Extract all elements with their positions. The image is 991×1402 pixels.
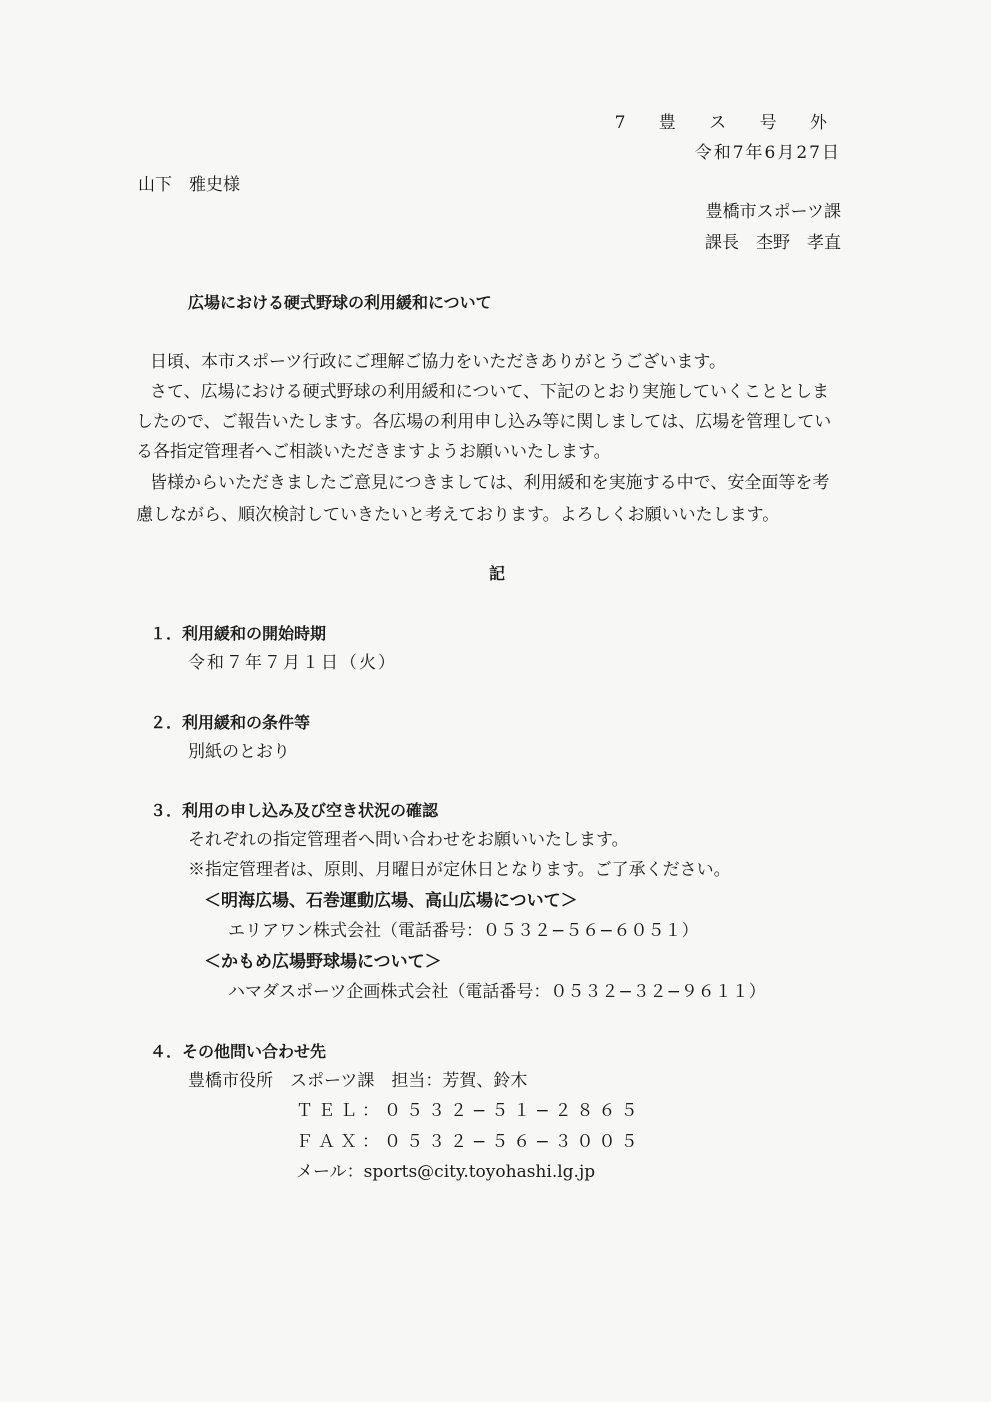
- body-paragraph-2-line-2: したので、ご報告いたします。各広場の利用申し込み等に関しましては、広場を管理してい: [136, 412, 832, 432]
- ki-heading: 記: [489, 564, 506, 583]
- section-4-tel: ＴＥＬ：０５３２−５１−２８６５: [296, 1101, 643, 1121]
- section-2-content: 別紙のとおり: [188, 742, 290, 762]
- body-paragraph-2-line-3: る各指定管理者へご相談いただきますようお願いいたします。: [136, 442, 611, 462]
- sender-name: 課長 杢野 孝直: [705, 233, 841, 253]
- section-4-email: メール：sports@city.toyohashi.lg.jp: [296, 1162, 596, 1182]
- section-3-group-2-heading: ＜かもめ広場野球場について＞: [204, 952, 442, 972]
- body-paragraph-2-line-1: さて、広場における硬式野球の利用緩和について、下記のとおり実施していくこととしま: [150, 382, 829, 402]
- section-4-heading: ４．その他問い合わせ先: [150, 1042, 327, 1061]
- body-paragraph-3-line-2: 慮しながら、順次検討していきたいと考えております。よろしくお願いいたします。: [136, 505, 780, 525]
- section-2-heading: ２．利用緩和の条件等: [150, 713, 311, 732]
- reference-number: 7 豊 ス 号 外: [614, 113, 841, 133]
- issue-date: 令和7年6月27日: [694, 143, 841, 163]
- section-4-fax: ＦＡＸ：０５３２−５６−３００５: [296, 1132, 643, 1152]
- recipient-name: 山下 雅史様: [138, 175, 240, 195]
- document-title: 広場における硬式野球の利用緩和について: [188, 293, 492, 312]
- section-3-note: ※指定管理者は、原則、月曜日が定休日となります。ご了承ください。: [188, 860, 731, 880]
- section-3-group-2-contact: ハマダスポーツ企画株式会社（電話番号：０５３２−３２−９６１１）: [228, 982, 766, 1002]
- body-paragraph-3-line-1: 皆様からいただきましたご意見につきましては、利用緩和を実施する中で、安全面等を考: [150, 473, 830, 493]
- section-3-heading: ３．利用の申し込み及び空き状況の確認: [150, 801, 439, 820]
- section-1-heading: １．利用緩和の開始時期: [150, 624, 327, 643]
- section-3-group-1-heading: ＜明海広場、石巻運動広場、高山広場について＞: [204, 891, 578, 911]
- body-paragraph-1: 日頃、本市スポーツ行政にご理解ご協力をいただきありがとうございます。: [150, 352, 726, 372]
- section-3-line-1: それぞれの指定管理者へ問い合わせをお願いいたします。: [188, 830, 629, 850]
- section-4-office: 豊橋市役所 スポーツ課 担当：芳賀、鈴木: [188, 1071, 528, 1091]
- section-1-content: 令和７年７月１日（火）: [188, 653, 397, 673]
- section-3-group-1-contact: エリアワン株式会社（電話番号：０５３２−５６−６０５１）: [228, 921, 699, 941]
- sender-organization: 豊橋市スポーツ課: [705, 202, 841, 222]
